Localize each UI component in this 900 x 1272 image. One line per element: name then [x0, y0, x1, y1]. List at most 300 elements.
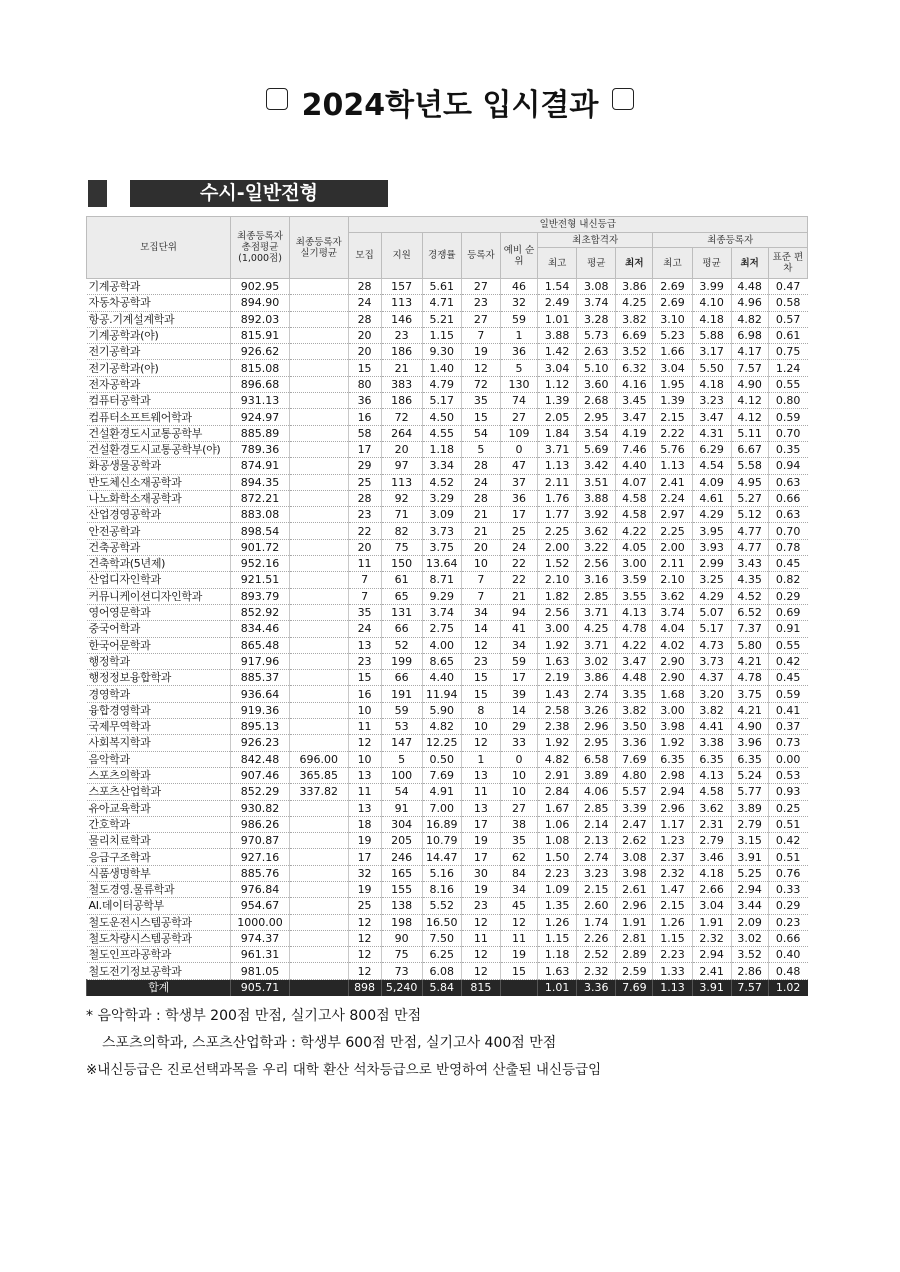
cell-pass-avg: 2.95	[577, 409, 616, 425]
cell-pass-max: 1.06	[538, 816, 577, 832]
cell-reg-max: 2.22	[653, 425, 692, 441]
header-registered: 등록자	[461, 233, 500, 279]
cell-practical-avg	[289, 800, 348, 816]
cell-std: 0.82	[768, 572, 807, 588]
cell-practical-avg	[289, 816, 348, 832]
cell-reg-max: 2.97	[653, 507, 692, 523]
cell-practical-avg: 696.00	[289, 751, 348, 767]
cell-reg-avg: 3.38	[692, 735, 731, 751]
cell-reg-min: 3.91	[731, 849, 768, 865]
cell-recruit: 12	[348, 947, 381, 963]
cell-pass-max: 2.05	[538, 409, 577, 425]
cell-reg-avg: 4.31	[692, 425, 731, 441]
cell-total-avg: 921.51	[231, 572, 290, 588]
cell-registered: 72	[461, 376, 500, 392]
cell-pass-min: 3.82	[616, 702, 653, 718]
cell-unit: 안전공학과	[87, 523, 231, 539]
cell-ratio: 3.34	[422, 458, 461, 474]
cell-total-avg: 936.64	[231, 686, 290, 702]
cell-unit: 전기공학과(야)	[87, 360, 231, 376]
table-row	[87, 588, 808, 604]
cell-practical-avg	[289, 849, 348, 865]
cell-apply: 53	[381, 719, 422, 735]
cell-registered: 30	[461, 865, 500, 881]
cell-pass-max: 2.91	[538, 767, 577, 783]
cell-unit: 물리치료학과	[87, 833, 231, 849]
cell-unit: 자동차공학과	[87, 295, 231, 311]
section-label: 수시-일반전형	[130, 180, 388, 207]
cell-reg-min: 6.52	[731, 604, 768, 620]
cell-pass-min: 3.59	[616, 572, 653, 588]
cell-std: 0.55	[768, 376, 807, 392]
cell-pass-avg: 5.73	[577, 327, 616, 343]
table-row	[87, 881, 808, 897]
cell-reg-min: 4.12	[731, 393, 768, 409]
cell-pass-avg: 3.51	[577, 474, 616, 490]
cell-recruit: 58	[348, 425, 381, 441]
cell-waitlist: 36	[500, 344, 537, 360]
cell-reg-max: 1.17	[653, 816, 692, 832]
cell-std: 0.42	[768, 653, 807, 669]
cell-pass-min: 2.59	[616, 963, 653, 979]
cell-reg-max: 2.10	[653, 572, 692, 588]
cell-unit: AI.데이터공학부	[87, 898, 231, 914]
cell-pass-max: 2.25	[538, 523, 577, 539]
cell-pass-min: 5.57	[616, 784, 653, 800]
cell-pass-max: 1.01	[538, 979, 577, 996]
cell-apply: 383	[381, 376, 422, 392]
cell-pass-max: 1.54	[538, 279, 577, 295]
cell-pass-avg: 3.02	[577, 653, 616, 669]
cell-reg-avg: 3.25	[692, 572, 731, 588]
cell-pass-avg: 2.13	[577, 833, 616, 849]
cell-registered: 10	[461, 719, 500, 735]
cell-total-avg: 834.46	[231, 621, 290, 637]
cell-std: 0.45	[768, 556, 807, 572]
cell-pass-max: 1.67	[538, 800, 577, 816]
cell-pass-avg: 3.54	[577, 425, 616, 441]
cell-pass-max: 2.11	[538, 474, 577, 490]
cell-std: 0.51	[768, 816, 807, 832]
cell-std: 0.70	[768, 425, 807, 441]
total-row	[87, 979, 808, 996]
cell-ratio: 5.84	[422, 979, 461, 996]
cell-reg-max: 3.04	[653, 360, 692, 376]
cell-pass-min: 3.52	[616, 344, 653, 360]
cell-pass-avg: 3.26	[577, 702, 616, 718]
cell-waitlist: 35	[500, 833, 537, 849]
cell-reg-max: 1.66	[653, 344, 692, 360]
table-row	[87, 637, 808, 653]
cell-registered: 12	[461, 914, 500, 930]
cell-apply: 304	[381, 816, 422, 832]
cell-apply: 199	[381, 653, 422, 669]
header-avg: 평균	[577, 248, 616, 279]
cell-pass-min: 4.19	[616, 425, 653, 441]
cell-std: 0.59	[768, 686, 807, 702]
cell-practical-avg	[289, 376, 348, 392]
cell-reg-min: 3.44	[731, 898, 768, 914]
cell-waitlist: 59	[500, 311, 537, 327]
cell-ratio: 8.71	[422, 572, 461, 588]
cell-std: 0.35	[768, 441, 807, 457]
cell-std: 0.94	[768, 458, 807, 474]
cell-ratio: 1.18	[422, 441, 461, 457]
cell-reg-avg: 6.35	[692, 751, 731, 767]
cell-pass-avg: 2.15	[577, 881, 616, 897]
cell-reg-max: 1.95	[653, 376, 692, 392]
cell-waitlist: 21	[500, 588, 537, 604]
cell-pass-max: 2.10	[538, 572, 577, 588]
footnotes	[86, 1003, 601, 1084]
cell-reg-min: 4.82	[731, 311, 768, 327]
cell-pass-min: 4.13	[616, 604, 653, 620]
cell-std: 0.58	[768, 295, 807, 311]
cell-std: 0.63	[768, 507, 807, 523]
cell-unit: 산업디자인학과	[87, 572, 231, 588]
cell-unit: 영어영문학과	[87, 604, 231, 620]
cell-reg-min: 4.90	[731, 719, 768, 735]
cell-pass-min: 7.69	[616, 751, 653, 767]
cell-registered: 17	[461, 849, 500, 865]
table-row	[87, 849, 808, 865]
cell-practical-avg	[289, 930, 348, 946]
cell-std: 0.59	[768, 409, 807, 425]
cell-unit: 전자공학과	[87, 376, 231, 392]
cell-total-avg: 905.71	[231, 979, 290, 996]
cell-pass-avg: 3.88	[577, 490, 616, 506]
cell-waitlist: 24	[500, 539, 537, 555]
cell-registered: 11	[461, 784, 500, 800]
cell-unit: 철도인프라공학과	[87, 947, 231, 963]
cell-ratio: 7.50	[422, 930, 461, 946]
table-row	[87, 556, 808, 572]
cell-pass-avg: 3.23	[577, 865, 616, 881]
cell-ratio: 5.17	[422, 393, 461, 409]
cell-reg-min: 4.90	[731, 376, 768, 392]
cell-unit: 기계공학과(야)	[87, 327, 231, 343]
table-row	[87, 702, 808, 718]
cell-total-avg: 895.13	[231, 719, 290, 735]
square-icon	[266, 88, 288, 110]
cell-reg-min: 2.86	[731, 963, 768, 979]
cell-reg-max: 4.04	[653, 621, 692, 637]
cell-pass-avg: 3.89	[577, 767, 616, 783]
table-body	[87, 279, 808, 996]
table-row	[87, 409, 808, 425]
cell-waitlist	[500, 979, 537, 996]
cell-pass-avg: 4.25	[577, 621, 616, 637]
cell-unit: 건설환경도시교통공학부	[87, 425, 231, 441]
cell-pass-max: 1.92	[538, 735, 577, 751]
header-unit: 모집단위	[87, 217, 231, 279]
cell-registered: 21	[461, 523, 500, 539]
cell-pass-avg: 3.16	[577, 572, 616, 588]
cell-std: 0.29	[768, 898, 807, 914]
cell-apply: 150	[381, 556, 422, 572]
cell-reg-max: 1.13	[653, 979, 692, 996]
cell-reg-max: 2.90	[653, 670, 692, 686]
cell-pass-max: 1.63	[538, 963, 577, 979]
cell-total-avg: 885.37	[231, 670, 290, 686]
cell-pass-min: 1.91	[616, 914, 653, 930]
cell-reg-min: 6.98	[731, 327, 768, 343]
cell-pass-avg: 2.85	[577, 800, 616, 816]
cell-pass-min: 4.58	[616, 490, 653, 506]
cell-std: 0.47	[768, 279, 807, 295]
cell-registered: 15	[461, 670, 500, 686]
cell-pass-avg: 3.71	[577, 637, 616, 653]
cell-apply: 23	[381, 327, 422, 343]
cell-pass-max: 1.82	[538, 588, 577, 604]
cell-std: 0.33	[768, 881, 807, 897]
cell-waitlist: 39	[500, 686, 537, 702]
cell-practical-avg	[289, 653, 348, 669]
cell-apply: 198	[381, 914, 422, 930]
cell-apply: 65	[381, 588, 422, 604]
cell-registered: 23	[461, 898, 500, 914]
cell-total-avg: 789.36	[231, 441, 290, 457]
cell-reg-min: 3.02	[731, 930, 768, 946]
cell-ratio: 3.29	[422, 490, 461, 506]
cell-waitlist: 59	[500, 653, 537, 669]
cell-apply: 71	[381, 507, 422, 523]
cell-reg-min: 4.12	[731, 409, 768, 425]
cell-pass-max: 1.39	[538, 393, 577, 409]
results-table	[86, 216, 808, 996]
cell-total-avg: 893.79	[231, 588, 290, 604]
cell-total-avg: 926.62	[231, 344, 290, 360]
cell-reg-min: 2.94	[731, 881, 768, 897]
cell-std: 0.80	[768, 393, 807, 409]
cell-reg-max: 1.23	[653, 833, 692, 849]
cell-reg-avg: 4.41	[692, 719, 731, 735]
cell-std: 0.63	[768, 474, 807, 490]
cell-waitlist: 41	[500, 621, 537, 637]
cell-ratio: 5.16	[422, 865, 461, 881]
cell-pass-max: 1.12	[538, 376, 577, 392]
cell-recruit: 12	[348, 930, 381, 946]
cell-reg-max: 2.11	[653, 556, 692, 572]
cell-practical-avg	[289, 490, 348, 506]
cell-pass-min: 3.47	[616, 409, 653, 425]
cell-reg-avg: 2.31	[692, 816, 731, 832]
cell-pass-max: 1.18	[538, 947, 577, 963]
cell-waitlist: 0	[500, 441, 537, 457]
cell-recruit: 22	[348, 523, 381, 539]
cell-ratio: 7.00	[422, 800, 461, 816]
cell-reg-min: 4.21	[731, 702, 768, 718]
cell-registered: 21	[461, 507, 500, 523]
cell-total-avg: 885.89	[231, 425, 290, 441]
table-row	[87, 311, 808, 327]
cell-apply: 21	[381, 360, 422, 376]
cell-unit: 합계	[87, 979, 231, 996]
cell-recruit: 23	[348, 653, 381, 669]
cell-apply: 157	[381, 279, 422, 295]
cell-recruit: 12	[348, 735, 381, 751]
cell-pass-min: 4.78	[616, 621, 653, 637]
cell-recruit: 7	[348, 572, 381, 588]
cell-reg-max: 2.23	[653, 947, 692, 963]
cell-practical-avg	[289, 539, 348, 555]
cell-pass-min: 4.25	[616, 295, 653, 311]
cell-unit: 식품생명학부	[87, 865, 231, 881]
cell-pass-min: 3.39	[616, 800, 653, 816]
cell-pass-avg: 2.63	[577, 344, 616, 360]
cell-reg-max: 2.98	[653, 767, 692, 783]
cell-registered: 12	[461, 637, 500, 653]
cell-recruit: 20	[348, 344, 381, 360]
cell-recruit: 16	[348, 686, 381, 702]
header-grade-group: 일반전형 내신등급	[348, 217, 807, 233]
cell-pass-avg: 3.86	[577, 670, 616, 686]
table-row	[87, 784, 808, 800]
cell-apply: 131	[381, 604, 422, 620]
cell-apply: 155	[381, 881, 422, 897]
cell-unit: 융합경영학과	[87, 702, 231, 718]
cell-recruit: 13	[348, 800, 381, 816]
cell-pass-min: 2.61	[616, 881, 653, 897]
cell-pass-max: 1.26	[538, 914, 577, 930]
cell-recruit: 18	[348, 816, 381, 832]
cell-std: 0.69	[768, 604, 807, 620]
cell-registered: 20	[461, 539, 500, 555]
cell-waitlist: 22	[500, 556, 537, 572]
cell-pass-max: 1.92	[538, 637, 577, 653]
cell-practical-avg	[289, 702, 348, 718]
cell-pass-max: 2.38	[538, 719, 577, 735]
cell-pass-min: 4.16	[616, 376, 653, 392]
cell-reg-min: 5.58	[731, 458, 768, 474]
cell-pass-min: 3.50	[616, 719, 653, 735]
table-row	[87, 507, 808, 523]
cell-ratio: 4.50	[422, 409, 461, 425]
cell-reg-avg: 2.41	[692, 963, 731, 979]
cell-practical-avg	[289, 556, 348, 572]
cell-waitlist: 15	[500, 963, 537, 979]
cell-unit: 철도차량시스템공학과	[87, 930, 231, 946]
cell-reg-max: 4.02	[653, 637, 692, 653]
cell-practical-avg	[289, 833, 348, 849]
cell-ratio: 4.52	[422, 474, 461, 490]
cell-reg-max: 2.15	[653, 898, 692, 914]
cell-apply: 61	[381, 572, 422, 588]
cell-pass-min: 3.55	[616, 588, 653, 604]
cell-registered: 15	[461, 686, 500, 702]
cell-total-avg: 865.48	[231, 637, 290, 653]
cell-total-avg: 952.16	[231, 556, 290, 572]
cell-std: 0.40	[768, 947, 807, 963]
cell-recruit: 25	[348, 898, 381, 914]
header-min: 최저	[616, 248, 653, 279]
cell-practical-avg	[289, 393, 348, 409]
cell-reg-min: 4.78	[731, 670, 768, 686]
cell-recruit: 13	[348, 767, 381, 783]
cell-reg-avg: 2.94	[692, 947, 731, 963]
cell-unit: 컴퓨터공학과	[87, 393, 231, 409]
cell-reg-max: 2.25	[653, 523, 692, 539]
cell-total-avg: 894.90	[231, 295, 290, 311]
table-row	[87, 539, 808, 555]
note-grade: ※내신등급은 진로선택과목을 우리 대학 환산 석차등급으로 반영하여 산출된 내신등급임	[86, 1062, 602, 1078]
cell-total-avg: 961.31	[231, 947, 290, 963]
cell-waitlist: 46	[500, 279, 537, 295]
cell-waitlist: 27	[500, 800, 537, 816]
cell-unit: 중국어학과	[87, 621, 231, 637]
cell-std: 0.78	[768, 539, 807, 555]
cell-std: 0.93	[768, 784, 807, 800]
cell-registered: 19	[461, 881, 500, 897]
cell-unit: 응급구조학과	[87, 849, 231, 865]
cell-recruit: 16	[348, 409, 381, 425]
cell-recruit: 17	[348, 441, 381, 457]
cell-pass-min: 3.36	[616, 735, 653, 751]
cell-reg-min: 2.09	[731, 914, 768, 930]
cell-std: 1.02	[768, 979, 807, 996]
cell-waitlist: 47	[500, 458, 537, 474]
cell-pass-max: 1.08	[538, 833, 577, 849]
cell-recruit: 7	[348, 588, 381, 604]
cell-reg-avg: 3.62	[692, 800, 731, 816]
cell-waitlist: 10	[500, 767, 537, 783]
cell-reg-avg: 2.32	[692, 930, 731, 946]
cell-pass-min: 7.46	[616, 441, 653, 457]
table-row	[87, 653, 808, 669]
cell-reg-min: 4.95	[731, 474, 768, 490]
cell-waitlist: 27	[500, 409, 537, 425]
cell-apply: 73	[381, 963, 422, 979]
cell-registered: 7	[461, 327, 500, 343]
cell-ratio: 4.71	[422, 295, 461, 311]
cell-unit: 컴퓨터소프트웨어학과	[87, 409, 231, 425]
cell-registered: 12	[461, 360, 500, 376]
cell-std: 0.51	[768, 849, 807, 865]
cell-reg-avg: 4.73	[692, 637, 731, 653]
cell-reg-min: 3.89	[731, 800, 768, 816]
cell-ratio: 16.89	[422, 816, 461, 832]
cell-apply: 90	[381, 930, 422, 946]
cell-ratio: 8.16	[422, 881, 461, 897]
cell-reg-min: 3.15	[731, 833, 768, 849]
cell-total-avg: 981.05	[231, 963, 290, 979]
cell-pass-max: 1.15	[538, 930, 577, 946]
table-row	[87, 523, 808, 539]
cell-reg-max: 1.92	[653, 735, 692, 751]
cell-recruit: 28	[348, 311, 381, 327]
cell-std: 0.76	[768, 865, 807, 881]
cell-ratio: 4.55	[422, 425, 461, 441]
cell-total-avg: 815.91	[231, 327, 290, 343]
cell-ratio: 5.21	[422, 311, 461, 327]
cell-reg-min: 2.79	[731, 816, 768, 832]
cell-registered: 17	[461, 816, 500, 832]
cell-registered: 24	[461, 474, 500, 490]
cell-unit: 산업경영공학과	[87, 507, 231, 523]
cell-ratio: 6.25	[422, 947, 461, 963]
cell-std: 0.41	[768, 702, 807, 718]
cell-waitlist: 29	[500, 719, 537, 735]
table-row	[87, 572, 808, 588]
cell-pass-max: 2.00	[538, 539, 577, 555]
cell-pass-avg: 3.22	[577, 539, 616, 555]
cell-reg-max: 2.00	[653, 539, 692, 555]
cell-pass-min: 4.22	[616, 523, 653, 539]
cell-reg-max: 2.94	[653, 784, 692, 800]
table-row	[87, 735, 808, 751]
cell-reg-min: 5.12	[731, 507, 768, 523]
cell-pass-min: 2.96	[616, 898, 653, 914]
